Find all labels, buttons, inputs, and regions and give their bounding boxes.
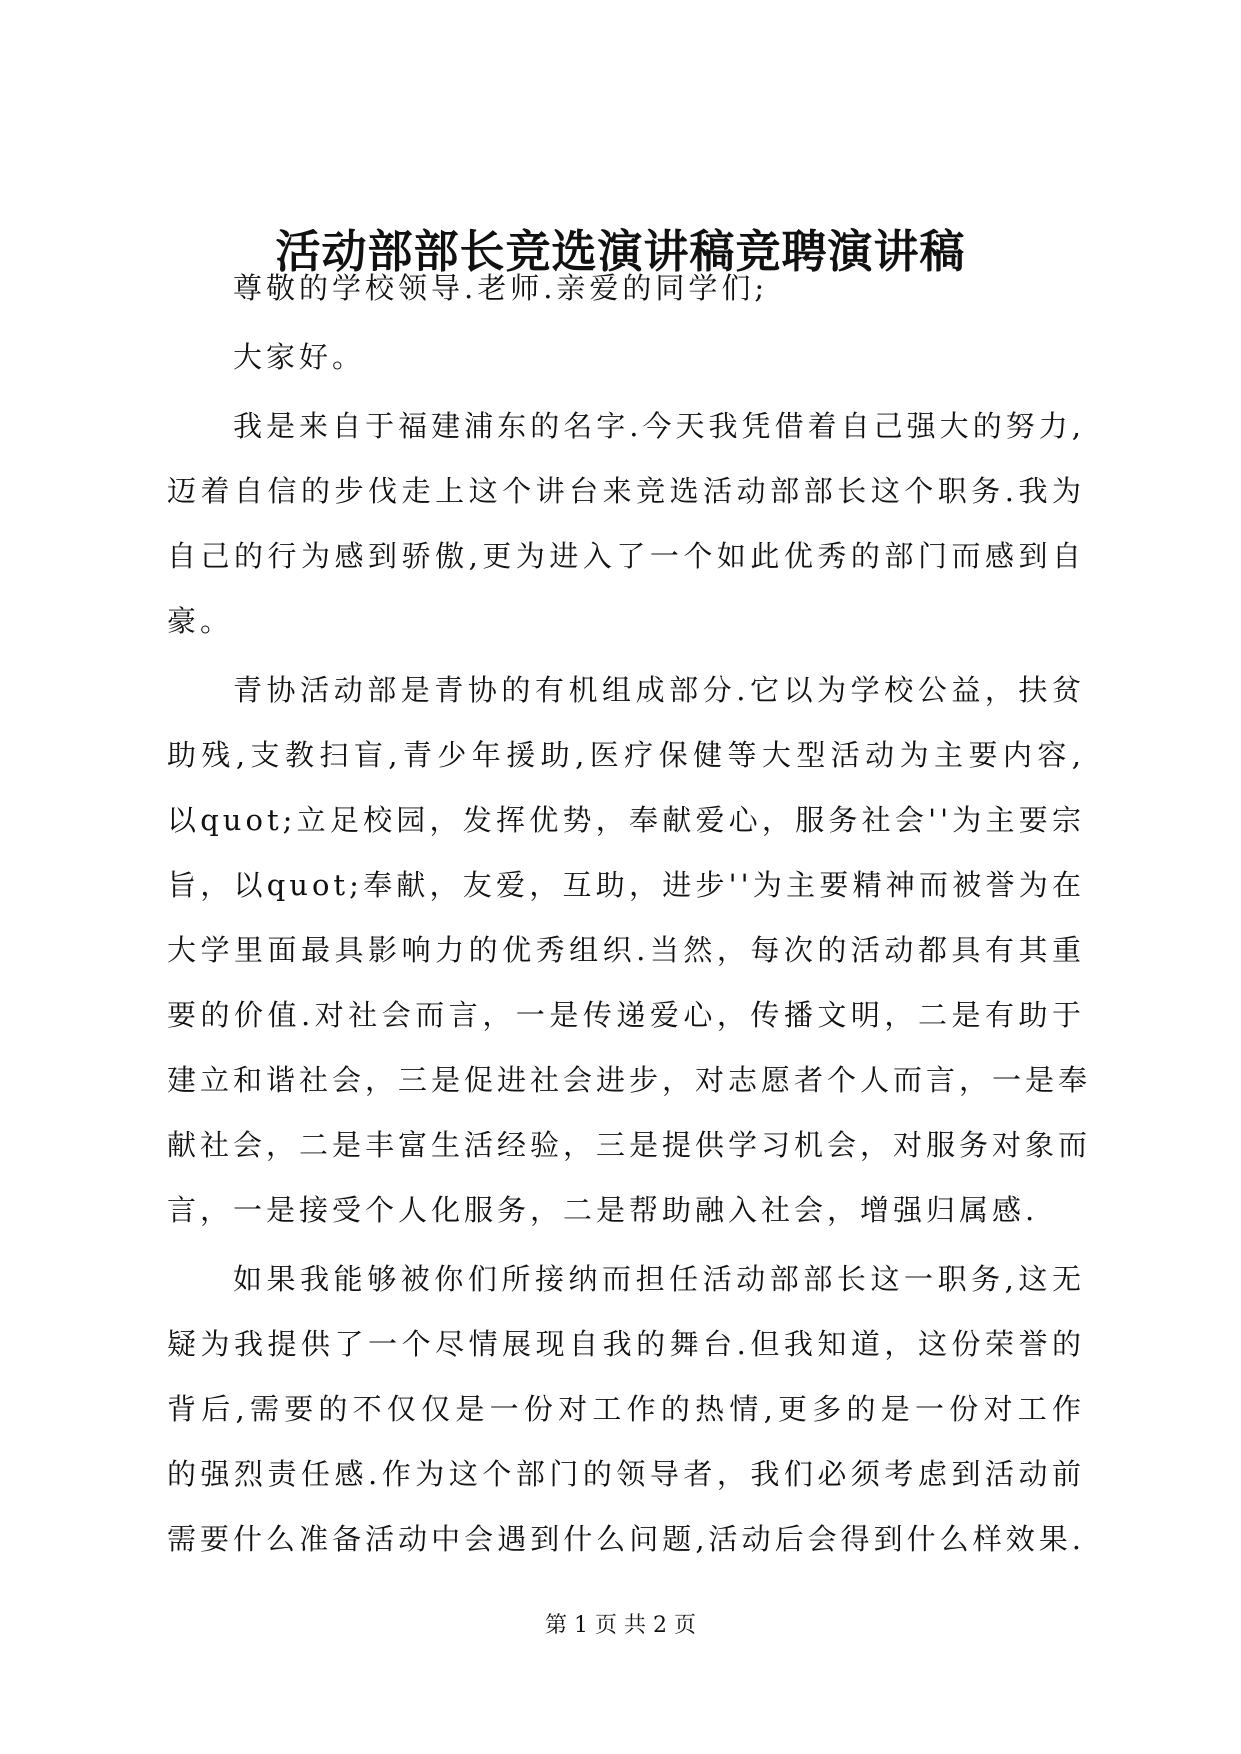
text-line: 自己的行为感到骄傲,更为进入了一个如此优秀的部门而感到自 xyxy=(167,539,1085,573)
text-line: 如果我能够被你们所接纳而担任活动部部长这一职务,这无 xyxy=(233,1262,1085,1296)
text-line: 旨，以quot;奉献，友爱，互助，进步''为主要精神而被誉为在 xyxy=(167,868,1085,902)
text-line: 背后,需要的不仅仅是一份对工作的热情,更多的是一份对工作 xyxy=(167,1392,1085,1426)
paragraph-introduction xyxy=(167,394,1085,654)
text-line: 尊敬的学校领导.老师.亲爱的同学们; xyxy=(233,271,769,305)
text-line: 迈着自信的步伐走上这个讲台来竞选活动部部长这个职务.我为 xyxy=(167,474,1085,508)
paragraph-greeting xyxy=(167,325,1085,390)
paragraph-salutation xyxy=(167,256,1085,321)
text-line: 疑为我提供了一个尽情展现自我的舞台.但我知道，这份荣誉的 xyxy=(167,1327,1085,1361)
text-line: 豪。 xyxy=(167,604,234,638)
text-line: 大学里面最具影响力的优秀组织.当然，每次的活动都具有其重 xyxy=(167,933,1085,967)
text-line: 的强烈责任感.作为这个部门的领导者，我们必须考虑到活动前 xyxy=(167,1457,1085,1491)
document-body xyxy=(167,256,1092,1572)
text-line: 需要什么准备活动中会遇到什么问题,活动后会得到什么样效果. xyxy=(167,1522,1085,1556)
text-line: 我是来自于福建浦东的名字.今天我凭借着自己强大的努力, xyxy=(233,409,1085,443)
text-line: 言，一是接受个人化服务，二是帮助融入社会，增强归属感. xyxy=(167,1193,1039,1227)
paragraph-department xyxy=(167,658,1092,1243)
page-number: 第 1 页 共 2 页 xyxy=(545,1613,696,1638)
document-title: 活动部部长竞选演讲稿竞聘演讲稿 xyxy=(275,225,966,278)
text-line: 要的价值.对社会而言，一是传递爱心，传播文明，二是有助于 xyxy=(167,998,1085,1032)
text-line: 青协活动部是青协的有机组成部分.它以为学校公益，扶贫 xyxy=(233,673,1085,707)
text-line: 建立和谐社会，三是促进社会进步，对志愿者个人而言，一是奉 xyxy=(167,1063,1092,1097)
paragraph-commitment xyxy=(167,1247,1085,1572)
text-line: 以quot;立足校园，发挥优势，奉献爱心，服务社会''为主要宗 xyxy=(167,803,1085,837)
text-line: 献社会，二是丰富生活经验，三是提供学习机会，对服务对象而 xyxy=(167,1128,1092,1162)
text-line: 助残,支教扫盲,青少年援助,医疗保健等大型活动为主要内容, xyxy=(167,738,1085,772)
text-line: 大家好。 xyxy=(233,340,366,374)
